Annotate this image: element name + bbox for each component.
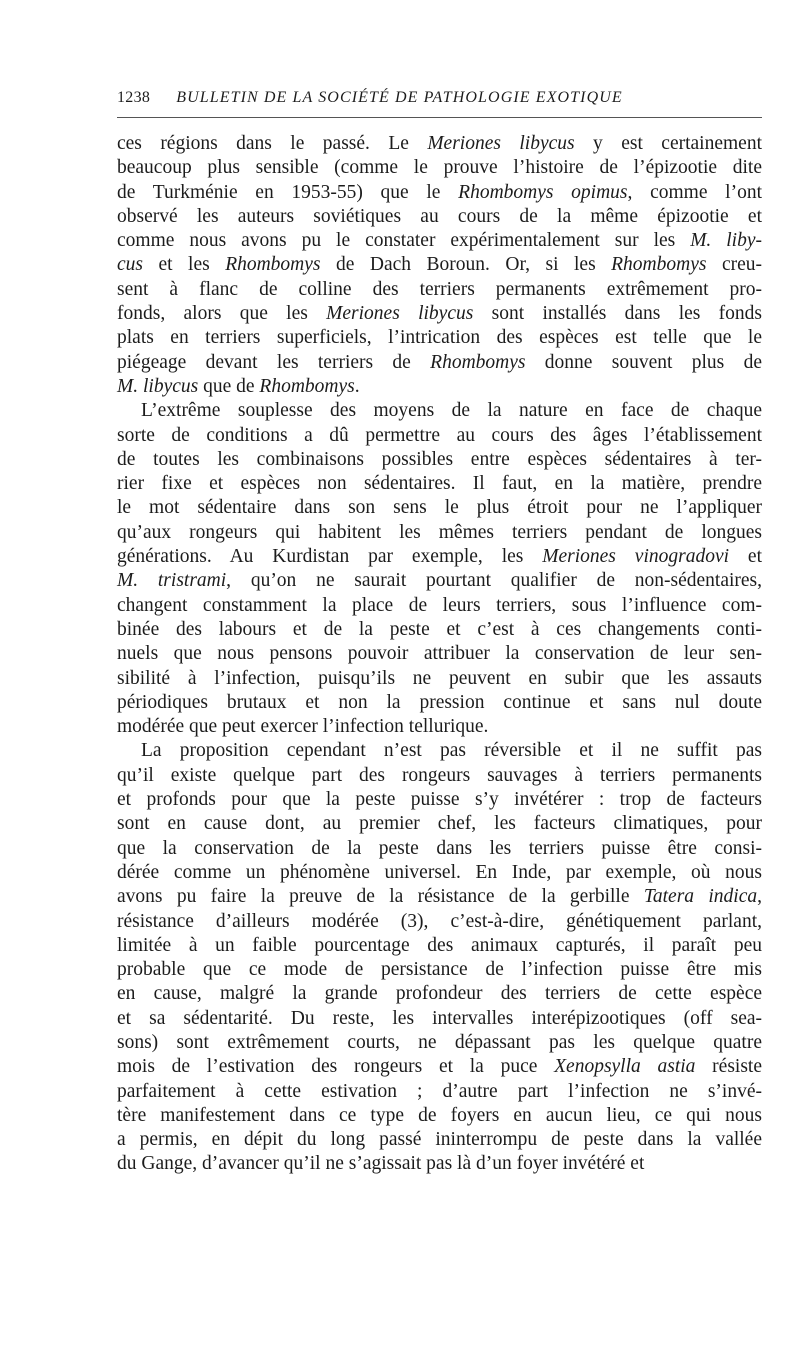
text-run: . bbox=[354, 375, 360, 397]
species-name: Tatera indica bbox=[643, 886, 758, 908]
text-run: résistance d’ailleurs modérée (3), c’est-à-dire, génétiquement parlant, bbox=[117, 910, 762, 932]
text-run: périodiques brutaux et non la pression continue et sans nul doute bbox=[117, 691, 762, 713]
species-name: Xenopsylla astia bbox=[554, 1056, 696, 1078]
text-line bbox=[117, 1055, 762, 1079]
text-run: , comme l’ont bbox=[627, 181, 762, 203]
text-line bbox=[117, 934, 762, 958]
text-line bbox=[117, 569, 762, 593]
text-run: du Gange, d’avancer qu’il ne s’agissait pas là d’un foyer invétéré et bbox=[117, 1153, 645, 1175]
text-run: beaucoup plus sensible (comme le prouve l’histoire de l’épizootie dite bbox=[117, 157, 762, 179]
text-line bbox=[117, 594, 762, 618]
text-run: a permis, en dépit du long passé ininterrompu de peste dans la vallée bbox=[117, 1129, 762, 1151]
text-line bbox=[117, 229, 762, 253]
text-line bbox=[117, 861, 762, 885]
text-run: tère manifestement dans ce type de foyers en aucun lieu, ce qui nous bbox=[117, 1104, 762, 1126]
text-line bbox=[117, 982, 762, 1006]
text-run: le mot sédentaire dans son sens le plus étroit pour ne l’appliquer bbox=[117, 497, 762, 519]
text-line bbox=[117, 545, 762, 569]
text-line bbox=[117, 521, 762, 545]
text-line bbox=[117, 375, 762, 399]
text-line bbox=[117, 181, 762, 205]
text-run: y est certainement bbox=[574, 133, 762, 154]
text-line bbox=[117, 1128, 762, 1152]
text-line bbox=[117, 399, 762, 423]
text-run: que de bbox=[198, 375, 260, 397]
paragraph bbox=[117, 399, 762, 739]
text-line bbox=[117, 812, 762, 836]
text-run: et bbox=[729, 546, 762, 568]
text-run: de Dach Boroun. Or, si les bbox=[320, 254, 612, 276]
text-run: limitée à un faible pourcentage des animaux capturés, il paraît peu bbox=[117, 934, 762, 956]
text-run: de Turkménie en 1953-55) que le bbox=[117, 181, 459, 203]
text-line bbox=[117, 1007, 762, 1031]
text-line bbox=[117, 618, 762, 642]
text-run: piégeage devant les terriers de bbox=[117, 351, 431, 373]
text-line bbox=[117, 496, 762, 520]
running-head bbox=[117, 88, 762, 108]
text-line bbox=[117, 910, 762, 934]
text-run: sorte de conditions a dû permettre au cours des âges l’établissement bbox=[117, 424, 762, 446]
text-run: plats en terriers superficiels, l’intrication des espèces est telle que le bbox=[117, 327, 762, 349]
text-line bbox=[117, 837, 762, 861]
text-run: que la conservation de la peste dans les terriers puisse être consi- bbox=[117, 837, 762, 859]
text-line bbox=[117, 667, 762, 691]
header-rule bbox=[117, 117, 762, 118]
text-line bbox=[117, 1031, 762, 1055]
species-name: Rhombomys opimus bbox=[458, 181, 628, 203]
page-number: 1238 bbox=[117, 89, 151, 106]
text-line bbox=[117, 351, 762, 375]
text-line bbox=[117, 1080, 762, 1104]
species-name: M. tristrami bbox=[117, 570, 227, 592]
text-run: observé les auteurs soviétiques au cours de la même épizootie et bbox=[117, 205, 762, 227]
text-run: avons pu faire la preuve de la résistance de la gerbille bbox=[117, 886, 644, 908]
text-run: sont en cause dont, au premier chef, les facteurs climatiques, pour bbox=[117, 813, 762, 835]
text-line bbox=[117, 764, 762, 788]
text-run: parfaitement à cette estivation ; d’autre part l’infection ne s’invé- bbox=[117, 1080, 762, 1102]
text-run: rier fixe et espèces non sédentaires. Il faut, en la matière, prendre bbox=[117, 473, 762, 495]
text-run: sent à flanc de colline des terriers permanents extrêmement pro- bbox=[117, 278, 762, 300]
paragraph bbox=[117, 132, 762, 399]
text-run: en cause, malgré la grande profondeur des terriers de cette espèce bbox=[117, 983, 762, 1005]
text-run: changent constamment la place de leurs terriers, sous l’influence com- bbox=[117, 594, 762, 616]
text-run: nuels que nous pensons pouvoir attribuer la conservation de leur sen- bbox=[117, 643, 762, 665]
journal-title: BULLETIN DE LA SOCIÉTÉ DE PATHOLOGIE EXOTIQUE bbox=[176, 89, 623, 106]
species-name: Rhombomys bbox=[430, 351, 526, 373]
text-line bbox=[117, 253, 762, 277]
text-line bbox=[117, 205, 762, 229]
species-name: Meriones libycus bbox=[427, 133, 575, 154]
text-run: et profonds pour que la peste puisse s’y invétérer : trop de facteurs bbox=[117, 789, 762, 811]
text-run: modérée que peut exercer l’infection tellurique. bbox=[117, 716, 489, 738]
text-line bbox=[117, 278, 762, 302]
species-name: cus bbox=[117, 254, 143, 276]
text-run: creu- bbox=[706, 254, 762, 276]
text-run: La proposition cependant n’est pas réversible et il ne suffit pas bbox=[141, 740, 762, 762]
text-line bbox=[117, 1104, 762, 1128]
text-run: mois de l’estivation des rongeurs et la puce bbox=[117, 1056, 555, 1078]
text-run: dérée comme un phénomène universel. En Inde, par exemple, où nous bbox=[117, 861, 762, 883]
text-line bbox=[117, 642, 762, 666]
text-run: probable que ce mode de persistance de l’infection puisse être mis bbox=[117, 959, 762, 981]
species-name: Meriones vinogradovi bbox=[542, 546, 730, 568]
text-line bbox=[117, 885, 762, 909]
species-name: Meriones libycus bbox=[326, 303, 474, 325]
text-run: et sa sédentarité. Du reste, les intervalles interépizootiques (off sea- bbox=[117, 1007, 762, 1029]
text-line bbox=[117, 302, 762, 326]
text-run: , qu’on ne saurait pourtant qualifier de non-sédentaires, bbox=[226, 570, 763, 592]
text-run: qu’il existe quelque part des rongeurs sauvages à terriers permanents bbox=[117, 764, 762, 786]
text-run: , bbox=[757, 886, 762, 908]
text-run: fonds, alors que les bbox=[117, 303, 327, 325]
text-run: donne souvent plus de bbox=[525, 351, 762, 373]
text-run: de toutes les combinaisons possibles entre espèces sédentaires à ter- bbox=[117, 448, 762, 470]
text-line bbox=[117, 472, 762, 496]
text-line bbox=[117, 326, 762, 350]
text-run: sont installés dans les fonds bbox=[473, 303, 762, 325]
text-run: binée des labours et de la peste et c’est à ces changements conti- bbox=[117, 618, 762, 640]
text-line bbox=[117, 132, 762, 156]
text-line bbox=[117, 788, 762, 812]
text-run: générations. Au Kurdistan par exemple, les bbox=[117, 546, 543, 568]
text-line bbox=[117, 156, 762, 180]
body-text bbox=[117, 132, 762, 1177]
text-run: qu’aux rongeurs qui habitent les mêmes terriers pendant de longues bbox=[117, 521, 762, 543]
paragraph bbox=[117, 739, 762, 1176]
text-line bbox=[117, 691, 762, 715]
text-run: sibilité à l’infection, puisqu’ils ne peuvent en subir que les assauts bbox=[117, 667, 762, 689]
species-name: M. libycus bbox=[117, 375, 199, 397]
text-run: résiste bbox=[695, 1056, 762, 1078]
text-run: et les bbox=[143, 254, 226, 276]
text-run: ces régions dans le passé. Le bbox=[117, 133, 428, 154]
text-line bbox=[117, 715, 762, 739]
text-line bbox=[117, 424, 762, 448]
species-name: Rhombomys bbox=[611, 254, 707, 276]
species-name: Rhombomys bbox=[225, 254, 321, 276]
text-line bbox=[117, 739, 762, 763]
text-run: comme nous avons pu le constater expérimentalement sur les bbox=[117, 230, 691, 252]
species-name: M. liby- bbox=[690, 230, 762, 252]
species-name: Rhombomys bbox=[259, 375, 355, 397]
text-run: L’extrême souplesse des moyens de la nature en face de chaque bbox=[141, 400, 762, 422]
text-line bbox=[117, 448, 762, 472]
text-run: sons) sont extrêmement courts, ne dépassant pas les quelque quatre bbox=[117, 1031, 762, 1053]
text-line bbox=[117, 958, 762, 982]
text-line bbox=[117, 1152, 762, 1176]
